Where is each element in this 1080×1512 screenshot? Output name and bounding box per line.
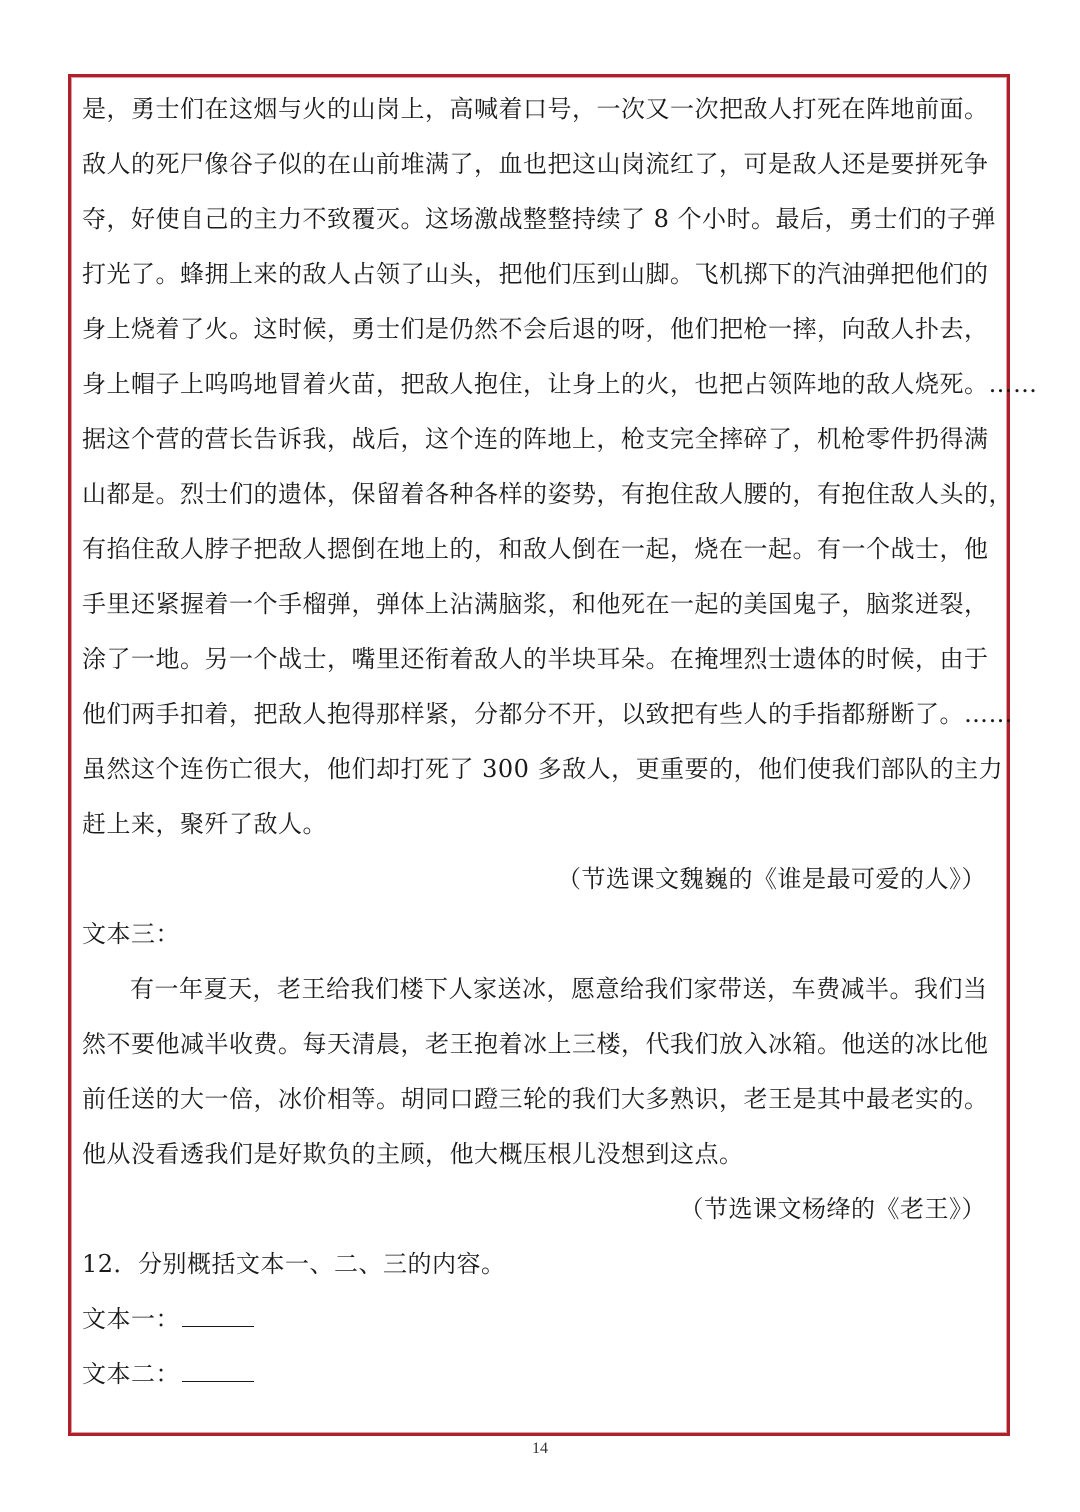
answer-2-label: 文本二： — [82, 1360, 180, 1388]
passage-2-line: 据这个营的营长告诉我，战后，这个连的阵地上，枪支完全摔碎了，机枪零件扔得满 — [82, 425, 989, 453]
passage-3-line: 然不要他减半收费。每天清晨，老王抱着冰上三楼，代我们放入冰箱。他送的冰比他 — [82, 1030, 989, 1058]
question-prompt: 12．分别概括文本一、二、三的内容。 — [82, 1250, 506, 1278]
passage-2-line: 夺，好使自己的主力不致覆灭。这场激战整整持续了 8 个小时。最后，勇士们的子弹 — [82, 205, 997, 233]
page-number: 14 — [532, 1440, 548, 1457]
answer-1-label: 文本一： — [82, 1305, 180, 1333]
passage-2-line: 他们两手扣着，把敌人抱得那样紧，分都分不开，以致把有些人的手指都掰断了。…… — [82, 700, 1013, 728]
passage-3-line: 他从没看透我们是好欺负的主顾，他大概压根儿没想到这点。 — [82, 1140, 744, 1168]
passage-2-line: 有掐住敌人脖子把敌人摁倒在地上的，和敌人倒在一起，烧在一起。有一个战士，他 — [82, 535, 989, 563]
passage-2-line: 身上帽子上呜呜地冒着火苗，把敌人抱住，让身上的火，也把占领阵地的敌人烧死。…… — [82, 370, 1038, 398]
passage-2-line: 手里还紧握着一个手榴弹，弹体上沾满脑浆，和他死在一起的美国鬼子，脑浆迸裂， — [82, 590, 989, 618]
passage-2-line: 赶上来，聚歼了敌人。 — [82, 810, 327, 838]
answer-row-2 — [82, 1359, 254, 1389]
answer-row-1 — [82, 1304, 254, 1334]
passage-2-line: 是，勇士们在这烟与火的山岗上，高喊着口号，一次又一次把敌人打死在阵地前面。 — [82, 95, 989, 123]
passage-2-line: 身上烧着了火。这时候，勇士们是仍然不会后退的呀，他们把枪一摔，向敌人扑去， — [82, 315, 989, 343]
passage-2-line: 打光了。蜂拥上来的敌人占领了山头，把他们压到山脚。飞机掷下的汽油弹把他们的 — [82, 260, 989, 288]
passage-3-line: 有一年夏天，老王给我们楼下人家送冰，愿意给我们家带送，车费减半。我们当 — [130, 975, 988, 1003]
answer-2-blank[interactable] — [182, 1359, 254, 1382]
passage-2-line: 敌人的死尸像谷子似的在山前堆满了，血也把这山岗流红了，可是敌人还是要拼死争 — [82, 150, 989, 178]
passage-2-source: （节选课文魏巍的《谁是最可爱的人》） — [557, 865, 986, 893]
passage-3-source: （节选课文杨绛的《老王》） — [679, 1195, 986, 1223]
passage-2-line: 涂了一地。另一个战士，嘴里还衔着敌人的半块耳朵。在掩埋烈士遗体的时候，由于 — [82, 645, 989, 673]
passage-2-line: 虽然这个连伤亡很大，他们却打死了 300 多敌人，更重要的，他们使我们部队的主力 — [82, 755, 1004, 783]
passage-2-line: 山都是。烈士们的遗体，保留着各种各样的姿势，有抱住敌人腰的，有抱住敌人头的， — [82, 480, 1013, 508]
passage-3-heading: 文本三： — [82, 920, 180, 948]
answer-1-blank[interactable] — [182, 1304, 254, 1327]
passage-3-line: 前任送的大一倍，冰价相等。胡同口蹬三轮的我们大多熟识，老王是其中最老实的。 — [82, 1085, 989, 1113]
